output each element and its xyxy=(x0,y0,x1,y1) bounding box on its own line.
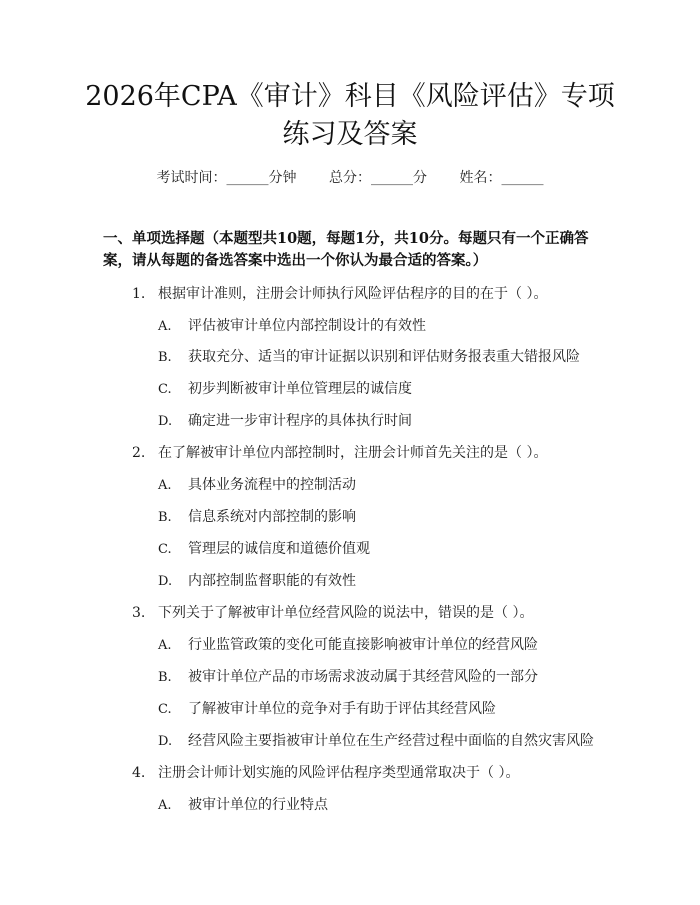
title-line-2: 练习及答案 xyxy=(282,119,418,150)
option-letter: A. xyxy=(158,319,172,334)
question-4 xyxy=(132,762,519,782)
question-text: 在了解被审计单位内部控制时，注册会计师首先关注的是（ ）。 xyxy=(158,445,548,461)
option-1c xyxy=(158,378,412,398)
option-letter: A. xyxy=(158,478,172,493)
option-text: 管理层的诚信度和道德价值观 xyxy=(188,541,370,557)
option-text: 行业监管政策的变化可能直接影响被审计单位的经营风险 xyxy=(188,637,538,653)
option-text: 信息系统对内部控制的影响 xyxy=(188,509,356,525)
option-letter: B. xyxy=(158,670,172,685)
option-text: 获取充分、适当的审计证据以识别和评估财务报表重大错报风险 xyxy=(188,349,580,365)
option-2a xyxy=(158,474,356,494)
question-number: 4. xyxy=(132,765,146,781)
option-1a xyxy=(158,315,426,335)
option-4a xyxy=(158,794,328,814)
option-text: 内部控制监督职能的有效性 xyxy=(188,573,356,589)
question-text: 下列关于了解被审计单位经营风险的说法中，错误的是（ ）。 xyxy=(158,605,534,621)
question-number: 2. xyxy=(132,445,146,461)
option-text: 经营风险主要指被审计单位在生产经营过程中面临的自然灾害风险 xyxy=(188,733,594,749)
name-field: 姓名：______ xyxy=(459,170,544,186)
total-score-field: 总分：______分 xyxy=(329,170,427,186)
section-heading: 一、单项选择题（本题型共10题，每题1分，共10分。每题只有一个正确答案，请从每题的备选答案中选出一个你认为最合适的答案。） xyxy=(103,230,589,269)
option-text: 评估被审计单位内部控制设计的有效性 xyxy=(188,318,426,334)
question-text: 注册会计师计划实施的风险评估程序类型通常取决于（ ）。 xyxy=(158,765,520,781)
option-1d xyxy=(158,410,412,430)
option-text: 具体业务流程中的控制活动 xyxy=(188,477,356,493)
option-letter: B. xyxy=(158,350,172,365)
option-1b xyxy=(158,346,580,366)
exam-time-field: 考试时间：______分钟 xyxy=(156,170,297,186)
question-number: 1. xyxy=(132,286,146,302)
option-2c xyxy=(158,538,370,558)
option-2d xyxy=(158,570,356,590)
option-3d xyxy=(158,730,594,750)
question-1 xyxy=(132,283,547,303)
option-2b xyxy=(158,506,356,526)
title-line-1: 2026年CPA《审计》科目《风险评估》专项 xyxy=(85,81,615,112)
option-letter: D. xyxy=(158,734,173,749)
option-3b xyxy=(158,666,538,686)
question-number: 3. xyxy=(132,605,146,621)
option-text: 初步判断被审计单位管理层的诚信度 xyxy=(188,381,412,397)
option-text: 确定进一步审计程序的具体执行时间 xyxy=(188,413,412,429)
option-text: 被审计单位的行业特点 xyxy=(188,797,328,813)
option-letter: D. xyxy=(158,414,173,429)
question-2 xyxy=(132,442,547,462)
option-letter: A. xyxy=(158,798,172,813)
option-letter: D. xyxy=(158,574,173,589)
option-3a xyxy=(158,634,538,654)
option-text: 被审计单位产品的市场需求波动属于其经营风险的一部分 xyxy=(188,669,538,685)
exam-meta xyxy=(0,167,700,187)
option-letter: C. xyxy=(158,542,172,557)
option-letter: A. xyxy=(158,638,172,653)
question-text: 根据审计准则，注册会计师执行风险评估程序的目的在于（ ）。 xyxy=(158,286,548,302)
option-letter: C. xyxy=(158,702,172,717)
option-text: 了解被审计单位的竞争对手有助于评估其经营风险 xyxy=(188,701,496,717)
question-3 xyxy=(132,602,533,622)
option-3c xyxy=(158,698,496,718)
document-title xyxy=(60,78,640,154)
option-letter: C. xyxy=(158,382,172,397)
option-letter: B. xyxy=(158,510,172,525)
